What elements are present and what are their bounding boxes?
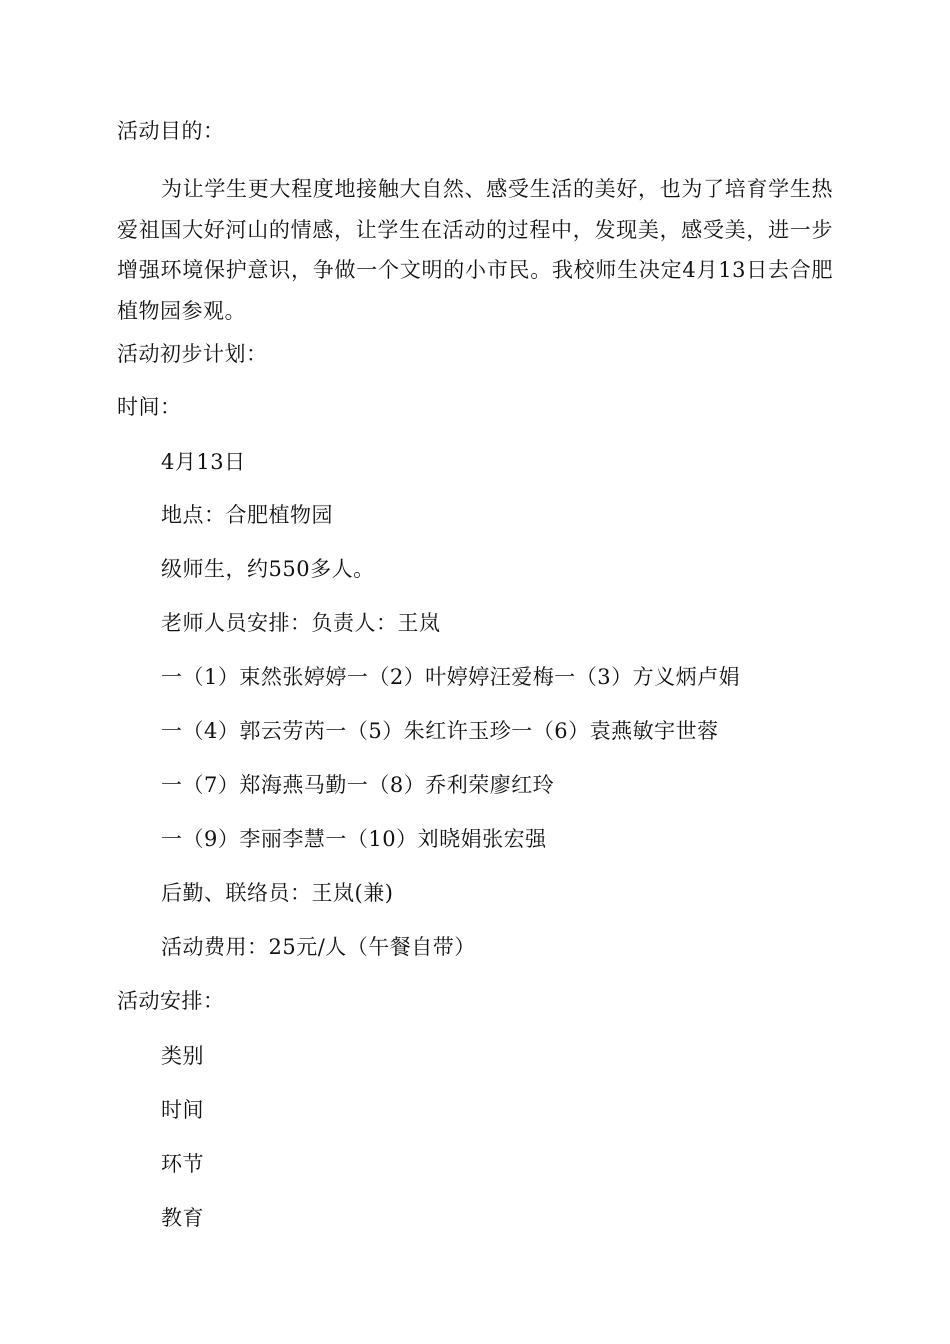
location-text: 地点：合肥植物园	[161, 503, 333, 527]
arrangement-item: 环节	[161, 1152, 204, 1176]
arrangement-item: 时间	[161, 1098, 204, 1122]
participants-text: 级师生，约550多人。	[161, 557, 375, 581]
logistics-text: 后勤、联络员：王岚(兼)	[161, 881, 394, 905]
cost-text: 活动费用：25元/人（午餐自带）	[161, 935, 476, 959]
arrangement-heading: 活动安排：	[117, 989, 225, 1013]
purpose-paragraph: 为让学生更大程度地接触大自然、感受生活的美好，也为了培育学生热爱祖国大好河山的情感，让学生在活动的过程中，发现美，感受美，进一步增强环境保护意识，争做一个文明的小市民。我校师生决定4月13日去合肥植物园参观。	[117, 177, 833, 323]
date-text: 4月13日	[161, 450, 246, 474]
class-row: 一（9）李丽李慧一（10）刘晓娟张宏强	[161, 827, 547, 851]
arrangement-item: 类别	[161, 1044, 204, 1068]
purpose-heading: 活动目的：	[117, 119, 225, 143]
time-heading: 时间：	[117, 395, 182, 419]
arrangement-item: 教育	[161, 1206, 204, 1230]
class-row: 一（4）郭云劳芮一（5）朱红许玉珍一（6）袁燕敏宇世蓉	[161, 719, 719, 743]
class-row: 一（1）束然张婷婷一（2）叶婷婷汪爱梅一（3）方义炳卢娟	[161, 665, 741, 689]
staff-heading: 老师人员安排：负责人：王岚	[161, 611, 441, 635]
plan-heading: 活动初步计划：	[117, 342, 268, 366]
class-row: 一（7）郑海燕马勤一（8）乔利荣廖红玲	[161, 773, 555, 797]
